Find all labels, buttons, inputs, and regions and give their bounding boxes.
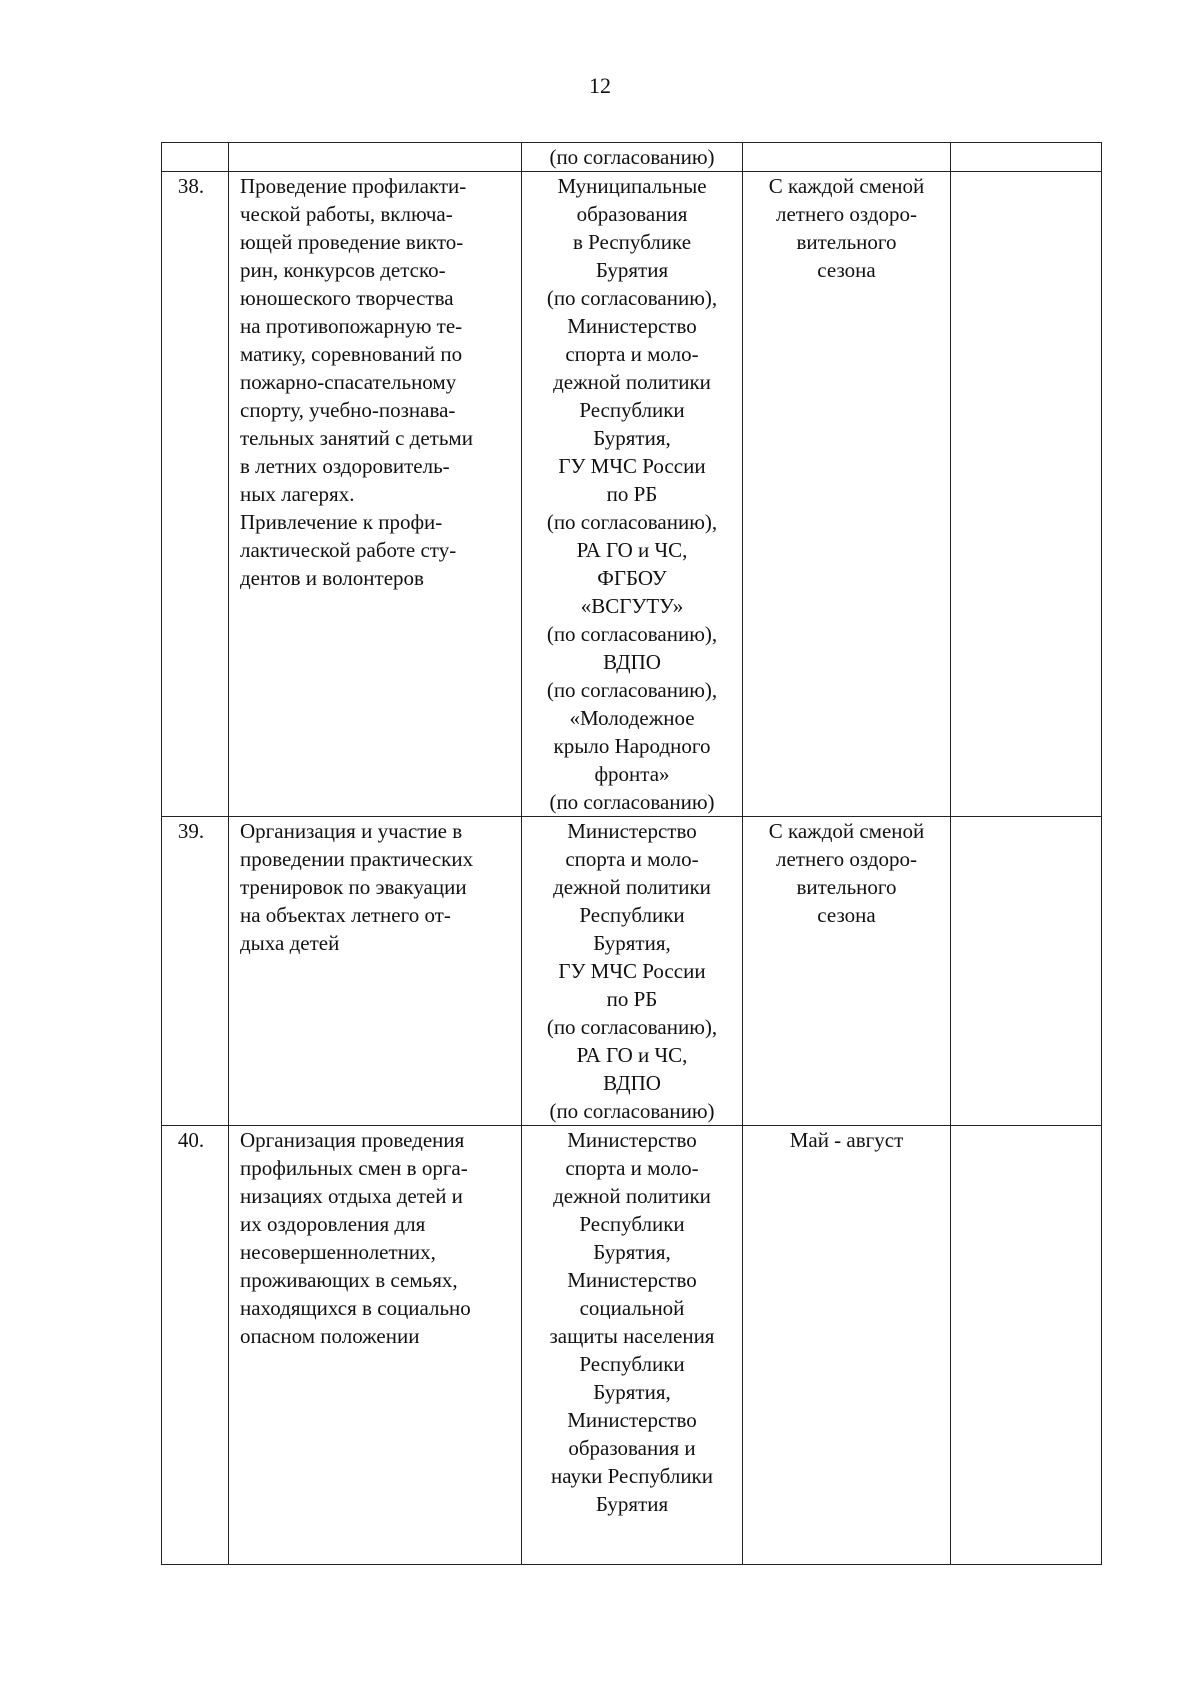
cell-text-line: Бурятия, bbox=[593, 426, 671, 450]
note-cell bbox=[951, 1126, 1102, 1565]
cell-text-line: Республики bbox=[579, 398, 685, 422]
cell-text-line: Республики bbox=[579, 1352, 685, 1376]
cell-text-line: спорта и моло- bbox=[565, 1156, 699, 1180]
cell-text-line: ВДПО bbox=[603, 1071, 661, 1095]
measures-table bbox=[161, 142, 1102, 1565]
cell-text-line: тренировок по эвакуации bbox=[240, 875, 467, 899]
cell-text-line: Привлечение к профи- bbox=[240, 510, 443, 534]
cell-text-line: социальной bbox=[579, 1296, 685, 1320]
cell-text-line: С каждой сменой bbox=[768, 174, 925, 198]
cell-text-line: С каждой сменой bbox=[768, 819, 925, 843]
row-number-cell: 40. bbox=[162, 1126, 229, 1565]
cell-text-line: находящихся в социально bbox=[240, 1296, 471, 1320]
cell-text-line: (по согласованию) bbox=[549, 145, 715, 169]
cell-text-line: тельных занятий с детьми bbox=[240, 426, 473, 450]
event-cell bbox=[229, 1126, 522, 1565]
row-number-cell: 38. bbox=[162, 172, 229, 817]
note-cell bbox=[951, 172, 1102, 817]
cell-text-line: вительного bbox=[796, 230, 897, 254]
cell-text-line: опасном положении bbox=[240, 1324, 420, 1348]
cell-text-line: спорта и моло- bbox=[565, 847, 699, 871]
cell-text-line: их оздоровления для bbox=[240, 1212, 426, 1236]
responsible-cell bbox=[522, 1126, 743, 1565]
cell-text-line: (по согласованию), bbox=[546, 622, 718, 646]
cell-text-line: РА ГО и ЧС, bbox=[576, 538, 688, 562]
cell-text-line: (по согласованию), bbox=[546, 286, 718, 310]
term-cell bbox=[743, 172, 951, 817]
cell-text-line: образования bbox=[576, 202, 688, 226]
responsible-cell bbox=[522, 817, 743, 1126]
cell-text-line: Бурятия, bbox=[593, 1380, 671, 1404]
cell-text-line: летнего оздоро- bbox=[776, 202, 917, 226]
cell-text-line: в летних оздоровитель- bbox=[240, 454, 450, 478]
cell-text-line: летнего оздоро- bbox=[776, 847, 917, 871]
cell-text-line: на объектах летнего от- bbox=[240, 903, 451, 927]
cell-text-line: Министерство bbox=[567, 1268, 697, 1292]
cell-text-line: ГУ МЧС России bbox=[558, 959, 706, 983]
cell-text-line: Бурятия, bbox=[593, 931, 671, 955]
cell-text-line: Муниципальные bbox=[557, 174, 707, 198]
cell-text-line: Бурятия bbox=[595, 1492, 669, 1516]
cell-text-line: (по согласованию) bbox=[549, 790, 715, 814]
table-row bbox=[162, 172, 1102, 817]
cell-text-line: Министерство bbox=[567, 314, 697, 338]
table-row bbox=[162, 817, 1102, 1126]
cell-text-line: вительного bbox=[796, 875, 897, 899]
cell-text-line: матику, соревнований по bbox=[240, 342, 463, 366]
row-number-cell: 39. bbox=[162, 817, 229, 1126]
cell-text-line: сезона bbox=[817, 258, 876, 282]
cell-text-line: крыло Народного bbox=[553, 734, 711, 758]
cell-text-line: дыха детей bbox=[240, 931, 340, 955]
cell-text-line: по РБ bbox=[606, 482, 658, 506]
cell-text-line: ВДПО bbox=[603, 650, 661, 674]
cell-text-line: ГУ МЧС России bbox=[558, 454, 706, 478]
cell-text-line: профильных смен в орга- bbox=[240, 1156, 468, 1180]
cell-text-line: несовершеннолетних, bbox=[240, 1240, 436, 1264]
note-cell bbox=[951, 143, 1102, 172]
cell-text-line: низациях отдыха детей и bbox=[240, 1184, 463, 1208]
cell-text-line: (по согласованию) bbox=[549, 1099, 715, 1123]
cell-text-line: Министерство bbox=[567, 819, 697, 843]
row-number-cell bbox=[162, 143, 229, 172]
cell-text-line: Министерство bbox=[567, 1128, 697, 1152]
cell-text-line: Проведение профилакти- bbox=[240, 174, 467, 198]
cell-text-line: спорту, учебно-познава- bbox=[240, 398, 456, 422]
cell-text-line: Организация и участие в bbox=[240, 819, 463, 843]
cell-text-line: «Молодежное bbox=[569, 706, 695, 730]
cell-text-line: на противопожарную те- bbox=[240, 314, 463, 338]
cell-text-line: Организация проведения bbox=[240, 1128, 465, 1152]
cell-text-line: науки Республики bbox=[550, 1464, 714, 1488]
cell-text-line: Бурятия, bbox=[593, 1240, 671, 1264]
cell-text-line: пожарно-спасательному bbox=[240, 370, 457, 394]
cell-text-line: проживающих в семьях, bbox=[240, 1268, 458, 1292]
cell-text-line: проведении практических bbox=[240, 847, 474, 871]
cell-text-line: в Республике bbox=[572, 230, 692, 254]
cell-text-line: дежной политики bbox=[553, 370, 711, 394]
cell-text-line: РА ГО и ЧС, bbox=[576, 1043, 688, 1067]
cell-text-line: Май - август bbox=[789, 1128, 904, 1152]
cell-text-line: дежной политики bbox=[553, 875, 711, 899]
cell-text-line: «ВСГУТУ» bbox=[580, 594, 684, 618]
table-row-continuation bbox=[162, 143, 1102, 172]
term-cell bbox=[743, 143, 951, 172]
cell-text-line: спорта и моло- bbox=[565, 342, 699, 366]
cell-text-line: ющей проведение викто- bbox=[240, 230, 464, 254]
cell-text-line: (по согласованию), bbox=[546, 678, 718, 702]
table-row bbox=[162, 1126, 1102, 1565]
cell-text-line: сезона bbox=[817, 903, 876, 927]
term-cell bbox=[743, 817, 951, 1126]
cell-text-line: ФГБОУ bbox=[597, 566, 667, 590]
cell-text-line: юношеского творчества bbox=[240, 286, 454, 310]
cell-text-line: (по согласованию), bbox=[546, 510, 718, 534]
cell-text-line: Министерство bbox=[567, 1408, 697, 1432]
cell-text-line: дентов и волонтеров bbox=[240, 566, 424, 590]
responsible-cell bbox=[522, 143, 743, 172]
event-cell bbox=[229, 143, 522, 172]
cell-text-line: защиты населения bbox=[549, 1324, 715, 1348]
cell-text-line: ных лагерях. bbox=[240, 482, 355, 506]
cell-text-line: Республики bbox=[579, 1212, 685, 1236]
cell-text-line: рин, конкурсов детско- bbox=[240, 258, 446, 282]
event-cell bbox=[229, 817, 522, 1126]
page-number: 12 bbox=[589, 73, 611, 98]
term-cell bbox=[743, 1126, 951, 1565]
cell-text-line: Республики bbox=[579, 903, 685, 927]
cell-text-line: дежной политики bbox=[553, 1184, 711, 1208]
event-cell bbox=[229, 172, 522, 817]
note-cell bbox=[951, 817, 1102, 1126]
cell-text-line: лактической работе сту- bbox=[240, 538, 457, 562]
cell-text-line: по РБ bbox=[606, 987, 658, 1011]
cell-text-line: Бурятия bbox=[595, 258, 669, 282]
cell-text-line: фронта» bbox=[594, 762, 670, 786]
cell-text-line: ческой работы, включа- bbox=[240, 202, 453, 226]
cell-text-line: (по согласованию), bbox=[546, 1015, 718, 1039]
responsible-cell bbox=[522, 172, 743, 817]
cell-text-line: образования и bbox=[568, 1436, 696, 1460]
